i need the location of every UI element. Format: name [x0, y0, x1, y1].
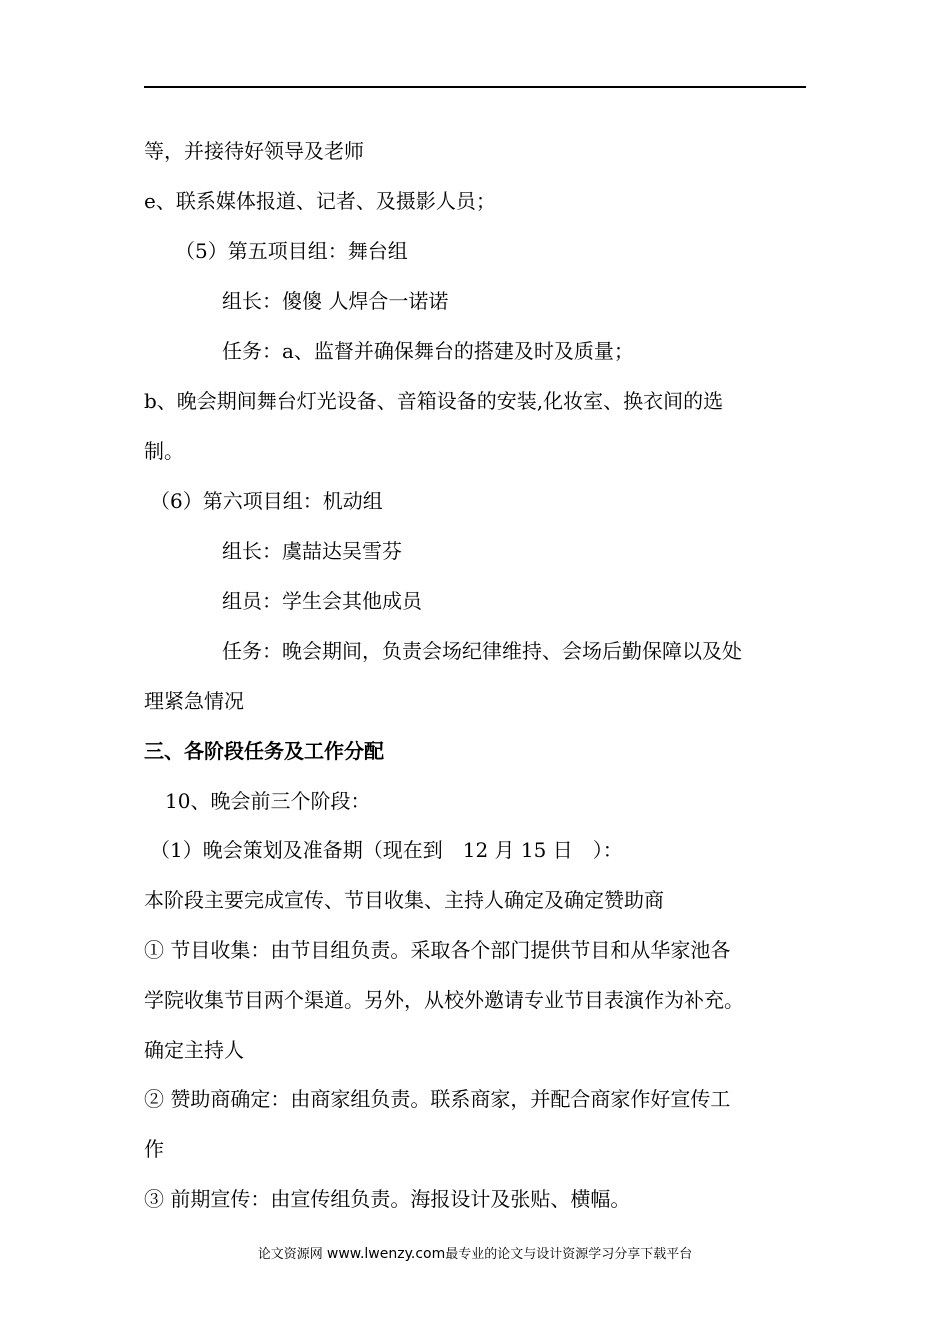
paragraph-line: 学院收集节目两个渠道。另外，从校外邀请专业节目表演作为补充。 [144, 988, 744, 1012]
footer-url-link[interactable]: www.lwenzy.com [326, 1246, 446, 1262]
paragraph-line: 等，并接待好领导及老师 [144, 139, 364, 163]
paragraph-line: ③ 前期宣传：由宣传组负责。海报设计及张贴、横幅。 [144, 1187, 631, 1211]
paragraph-line: 作 [144, 1137, 164, 1161]
footer-site-name: 论文资源网 [257, 1247, 323, 1262]
paragraph-line: b、晚会期间舞台灯光设备、音箱设备的安装,化妆室、换衣间的选 [144, 389, 724, 413]
footer-tagline: 最专业的论文与设计资源学习分享下载平台 [445, 1247, 693, 1262]
paragraph-line: e、联系媒体报道、记者、及摄影人员； [144, 189, 496, 213]
paragraph-line: 任务：晚会期间，负责会场纪律维持、会场后勤保障以及处 [222, 639, 742, 663]
paragraph-line: 组员：学生会其他成员 [222, 589, 422, 613]
section-heading: 三、各阶段任务及工作分配 [144, 739, 384, 763]
paragraph-line: 理紧急情况 [144, 689, 244, 713]
paragraph-line: 组长：虞喆达吴雪芬 [222, 539, 402, 563]
paragraph-line: （1）晚会策划及准备期（现在到 12 月 15 日 ）： [150, 838, 623, 862]
paragraph-line: 制。 [144, 439, 184, 463]
paragraph-line: 确定主持人 [144, 1038, 244, 1062]
header-rule [144, 86, 806, 88]
page-footer [0, 1245, 950, 1264]
paragraph-line: 10、晚会前三个阶段： [165, 789, 371, 813]
paragraph-line: 任务：a、监督并确保舞台的搭建及时及质量； [222, 339, 634, 363]
paragraph-line: ① 节目收集：由节目组负责。采取各个部门提供节目和从华家池各 [144, 938, 731, 962]
section-item-6: （6）第六项目组：机动组 [150, 489, 383, 513]
section-item-5: （5）第五项目组：舞台组 [175, 239, 408, 263]
paragraph-line: ② 赞助商确定：由商家组负责。联系商家，并配合商家作好宣传工 [144, 1087, 731, 1111]
paragraph-line: 本阶段主要完成宣传、节目收集、主持人确定及确定赞助商 [144, 888, 664, 912]
paragraph-line: 组长：傻傻 人焊合一诺诺 [222, 289, 449, 313]
